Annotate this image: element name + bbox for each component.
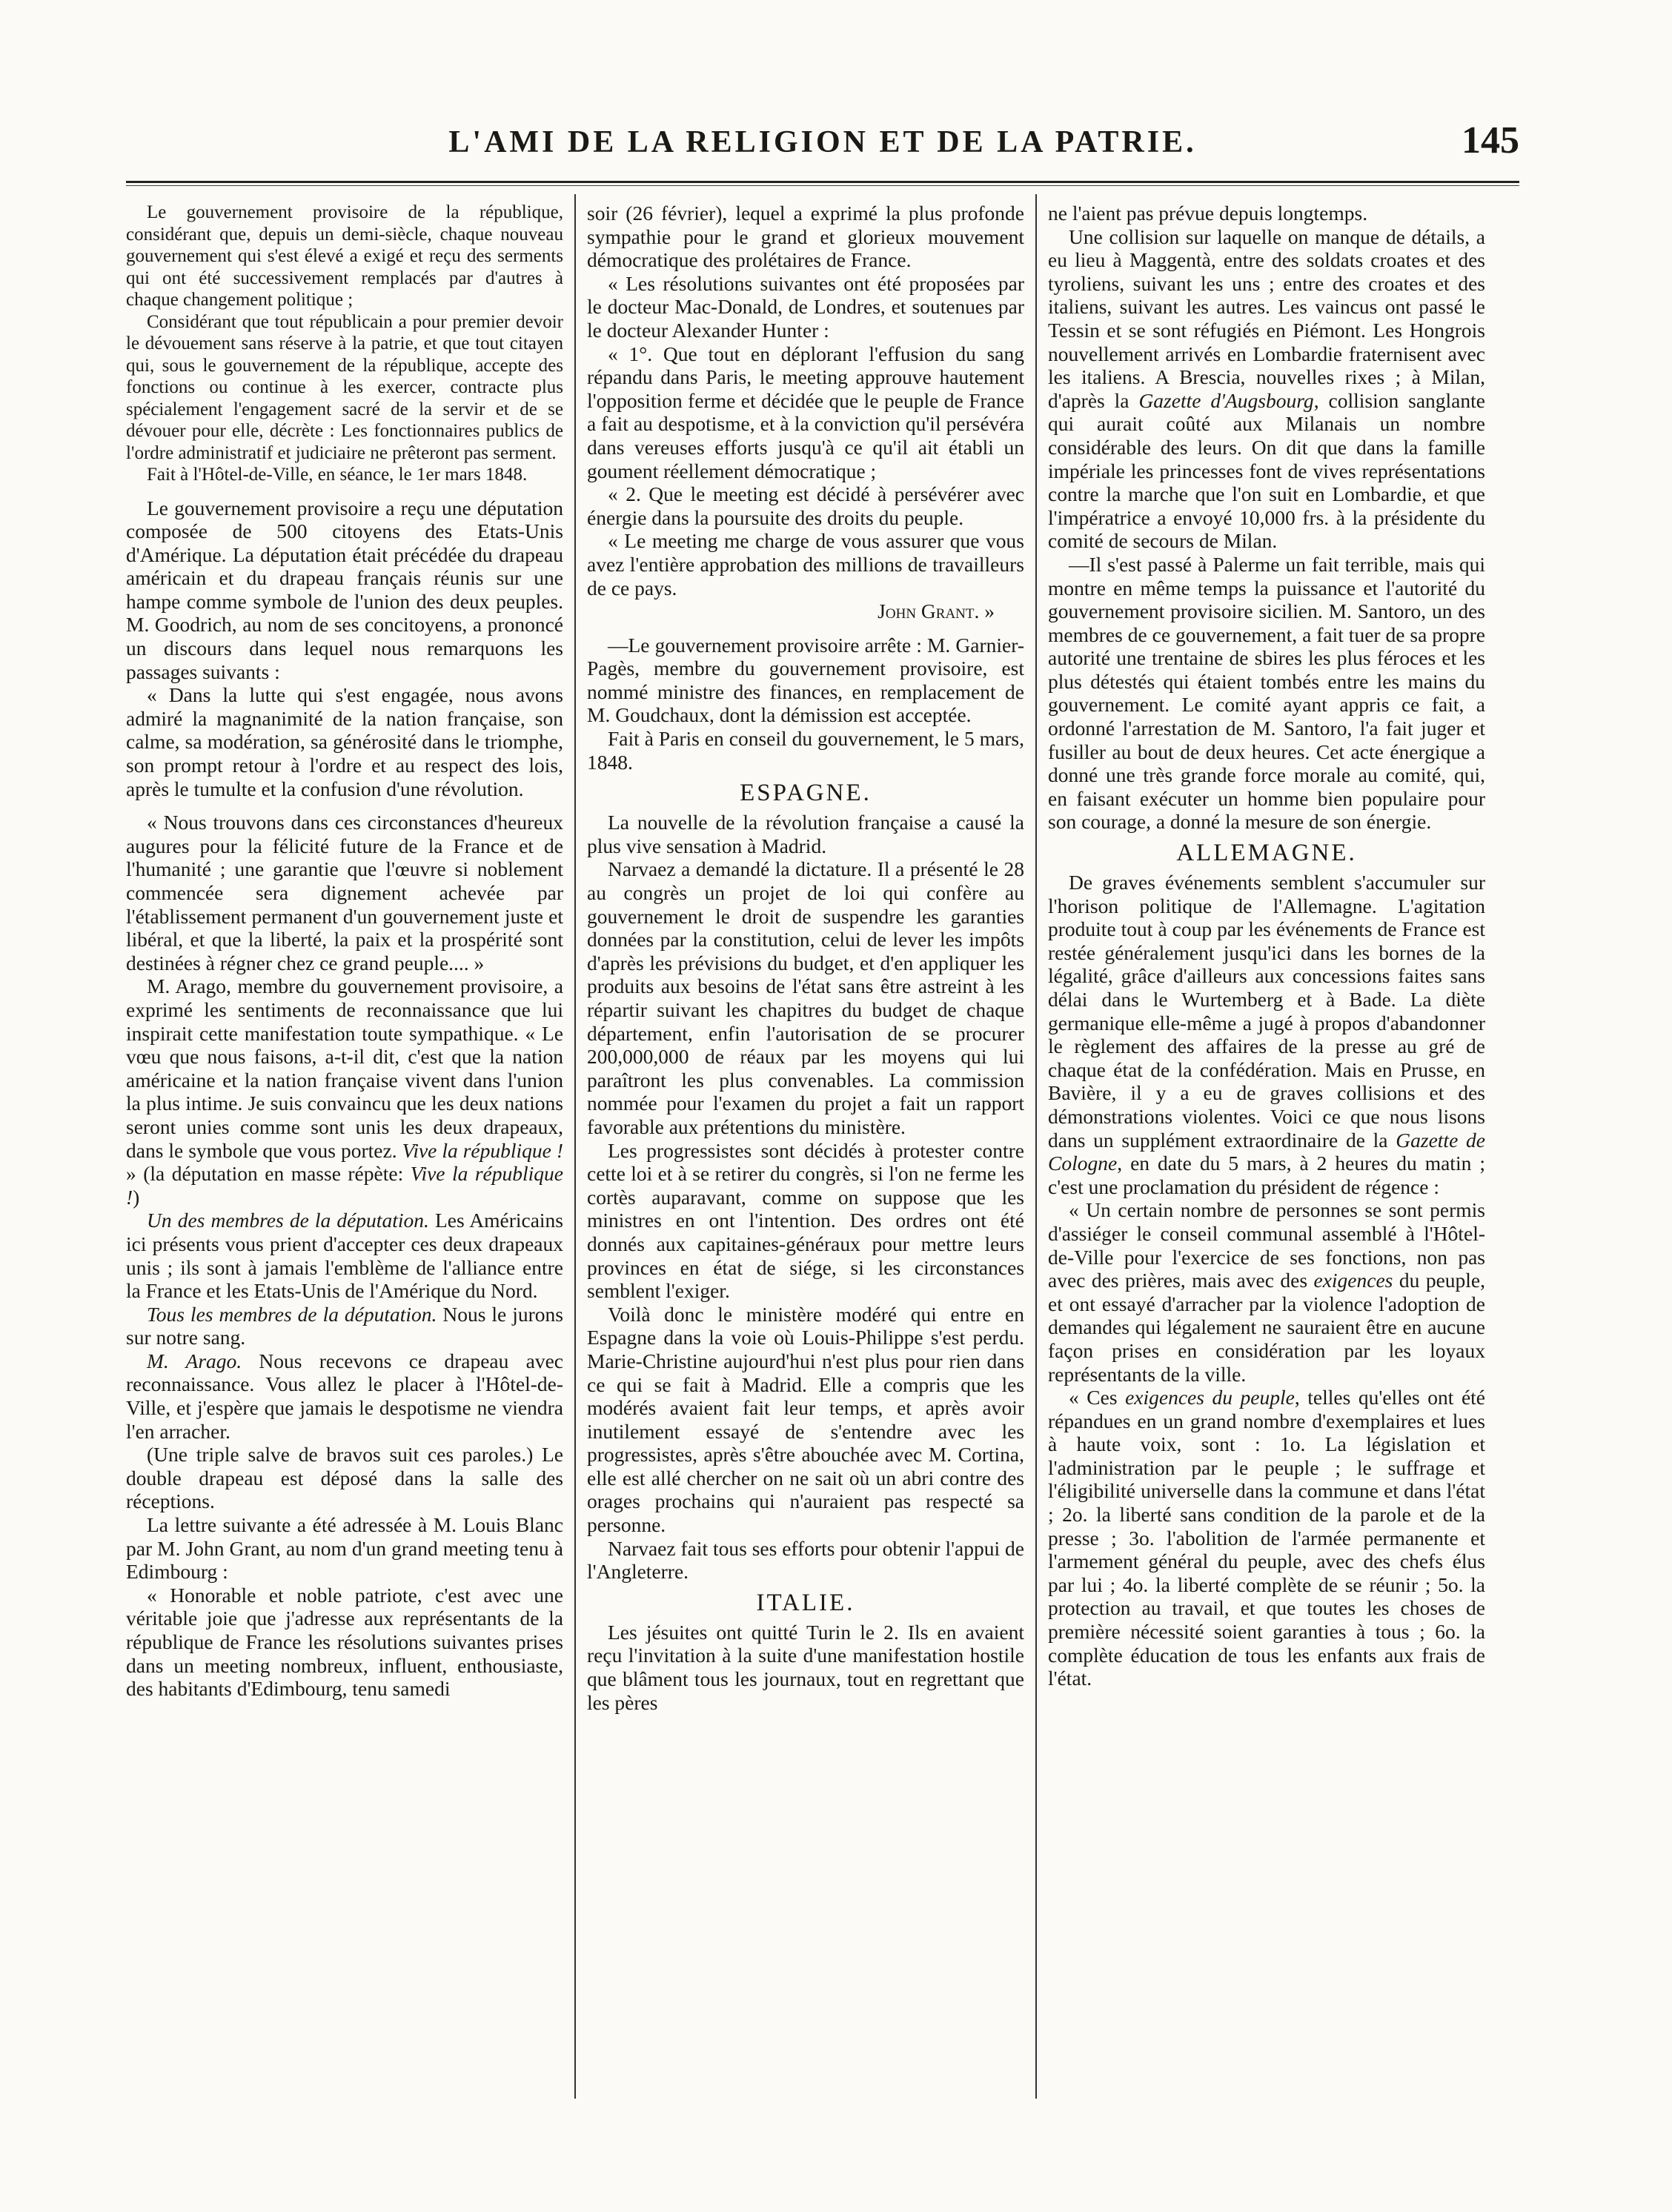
paragraph-arago-flag: M. Arago. Nous recevons ce drapeau avec reconnaissance. Vous allez le placer à l'Hôtel-de-Ville, et j'espère que jamais le despotisme ne viendra l'en arracher. [126,1349,563,1443]
paragraph-espagne-progressistes: Les progressistes sont décidés à protester contre cette loi et à se retirer du congrès, si l'on ne ferme les cortès auparavant, comme on suppose que les ministres en ont l'intention. Des ordres ont été donnés aux capitaines-généraux pour mettre leurs provinces en état de siége, si les circonstances semblent l'exiger. [587,1138,1024,1303]
paragraph-bravos: (Une triple salve de bravos suit ces paroles.) Le double drapeau est déposé dans la salle des réceptions. [126,1443,563,1513]
column-2 [587,202,1024,2158]
paragraph-deputation-member: Un des membres de la députation. Les Américains ici présents vous prient d'accepter ces deux drapeaux unis ; ils sont à jamais l'emblème de l'alliance entre la France et les Etats-Unis de l'Amérique du Nord. [126,1209,563,1303]
column-1 [126,202,563,2158]
page-number: 145 [1462,119,1519,162]
paragraph-allemagne-1: De graves événements semblent s'accumuler sur l'horison politique de l'Allemagne. L'agitation produite tout à coup par les événements de France est restée généralement jusqu'ici dans les bornes de la légalité, grâce d'ailleurs aux concessions faites sans délai dans le Wurtemberg et à Bade. La diète germanique elle-même a jugé à propos d'abandonner le règlement des affaires de la presse au gré de chaque état de la confédération. Mais en Prusse, en Bavière, il y a eu de graves collisions et des démonstrations violentes. Voici ce que nous lisons dans un supplément extraordinaire de la Gazette de Cologne, en date du 5 mars, à 2 heures du matin ; c'est une proclamation du président de régence : [1048,871,1485,1198]
paragraph-proclamation-exigences: « Ces exigences du peuple, telles qu'elles ont été répandues en un grand nombre d'exemplaires et lues à haute voix, sont : 1o. La législation et l'administration par le peuple ; le suffrage et l'éligibilité universelle dans la commune et dans l'état ; 2o. la liberté sans condition de la parole et de la presse ; 3o. l'abolition de l'armée permanente et l'armement général du peuple, avec des chefs élus par lui ; 4o. la liberté complète de se réunir ; 5o. la protection au travail, et que toutes les choses de première nécessité soient garanties à tous ; 6o. la complète éducation de tous les enfants aux frais de l'état. [1048,1386,1485,1690]
paragraph-espagne-angleterre: Narvaez fait tous ses efforts pour obtenir l'appui de l'Angleterre. [587,1536,1024,1584]
page-header [126,119,1519,163]
paragraph-italie-cont: ne l'aient pas prévue depuis longtemps. [1048,202,1368,225]
column-divider [574,194,576,2099]
column-divider [1035,194,1037,2099]
column-3 [1048,202,1485,2158]
decree-considerant-1: Le gouvernement provisoire de la république, considérant que, depuis un demi-siècle, chaque nouveau gouvernement qui s'est élevé a exigé et reçu des serments qui ont été successivement remplacés par d'autres à chaque changement politique ; [126,202,563,310]
paragraph-espagne-ministere: Voilà donc le ministère modéré qui entre en Espagne dans la voie où Louis-Philippe s'est perdu. Marie-Christine aujourd'hui n'est plus pour rien dans ce qui se fait à Madrid. Elle a compris que les modérés avaient fait leur temps, et après avoir inutilement essayé de s'entendre avec les progressistes, après s'être abouchée avec M. Cortina, elle est allé chercher on ne sait où un abri contre des orages prochains qui n'auraient pas respecté sa personne. [587,1302,1024,1537]
quote-goodrich-1: « Dans la lutte qui s'est engagée, nous avons admiré la magnanimité de la nation française, son calme, sa modération, sa générosité dans le triomphe, son prompt retour à l'ordre et au respect des lois, après le tumulte et la confusion d'une révolution. [126,683,563,800]
paragraph-espagne-1: La nouvelle de la révolution française a causé la plus vive sensation à Madrid. [587,811,1024,857]
paragraph-resolutions-intro: « Les résolutions suivantes ont été proposées par le docteur Mac-Donald, de Londres, et soutenues par le docteur Alexander Hunter : [587,271,1024,342]
paragraph-palerme: —Il s'est passé à Palerme un fait terrible, mais qui montre en même temps la puissance et l'autorité du gouvernement provisoire sicilien. M. Santoro, un des membres de ce gouvernement, a fait tuer de sa propre autorité une trentaine de sbires les plus féroces et les plus détestés qui étaient tombés entre les mains du gouvernement. Le comité ayant appris ce fait, a ordonné l'arrestation de M. Santoro, l'a fait juger et fusiller au bout de deux heures. Cet acte énergique a donné une très grande force morale au comité, qui, en faisant exécuter un homme bien populaire pour son courage, a donné la mesure de son énergie. [1048,552,1485,834]
paragraph-deputation-oath: Tous les membres de la députation. Nous le jurons sur notre sang. [126,1302,563,1349]
paragraph-letter-cont: soir (26 février), lequel a exprimé la plus profonde sympathie pour le grand et glorieux mouvement démocratique des prolétaires de France. [587,202,1024,272]
decree-date: Fait à l'Hôtel-de-Ville, en séance, le 1er mars 1848. [147,465,528,485]
paragraph-deputation: Le gouvernement provisoire a reçu une députation composée de 500 citoyens des Etats-Unis d'Amérique. La députation était précédée du drapeau américain et du drapeau français réunis sur une hampe comme symbole de l'union des deux peuples. M. Goodrich, au nom de ses concitoyens, a prononcé un discours dans lequel nous remarquons les passages suivants : [126,496,563,683]
paragraph-paris-date: Fait à Paris en conseil du gouvernement, le 5 mars, 1848. [587,727,1024,774]
quote-goodrich-2: « Nous trouvons dans ces circonstances d'heureux augures pour la félicité future de la France et de l'humanité ; une garantie que l'œuvre si noblement commencée sera dignement achevée par l'établissement permanent d'un gouvernement juste et libéral, et que la liberté, la paix et la prospérité sont destinées à régner chez ce grand peuple.... » [126,811,563,974]
header-rule [126,181,1519,186]
paragraph-garnier-pages: —Le gouvernement provisoire arrête : M. Garnier-Pagès, membre du gouvernement provisoire, est nommé ministre des finances, en remplacement de M. Goudchaux, dont la démission est acceptée. [587,633,1024,727]
paragraph-italie-collision: Une collision sur laquelle on manque de détails, a eu lieu à Maggentà, entre des soldats croates et des tyroliens, suivant les uns ; entre des croates et des italiens, suivant les autres. Les vaincus ont passé le Tessin et se sont réfugiés en Piémont. Les Hongrois nouvellement arrivés en Lombardie fraternisent avec les italiens. A Brescia, nouvelles rixes ; à Milan, d'après la Gazette d'Augsbourg, collision sanglante qui aurait coûté aux Milanais un nombre considérable des leurs. On dit que dans la famille impériale les princesses font de vives représentations contre la marche que l'on suit en Lombardie, et que l'impératrice a envoyé 10,000 frs. à la présidente du comité de secours de Milan. [1048,225,1485,553]
paragraph-italie-jesuites: Les jésuites ont quitté Turin le 2. Ils en avaient reçu l'invitation à la suite d'une manifestation hostile que blâment tous les journaux, tout en regrettant que les pères [587,1620,1024,1714]
paragraph-arago-reply: M. Arago, membre du gouvernement provisoire, a exprimé les sentiments de reconnaissance que lui inspirait cette manifestation toute sympathique. « Le vœu que nous faisons, a-t-il dit, c'est que la nation américaine et la nation française vivent dans l'union la plus intime. Je suis convaincu que les deux nations seront unies comme sont unis les deux drapeaux, dans le symbole que vous portez. Vive la république ! » (la députation en masse répète: Vive la république !) [126,974,563,1209]
paragraph-resolution-1: « 1°. Que tout en déplorant l'effusion du sang répandu dans Paris, le meeting approuve hautement l'opposition ferme et décidée que le peuple de France a fait au despotisme, et à la conviction qu'il persévéra dans vereuses efforts jusqu'à ce qu'il ait établi un goument réellement démocratique ; [587,342,1024,482]
paragraph-meeting-charge: « Le meeting me charge de vous assurer que vous avez l'entière approbation des millions de travailleurs de ce pays. [587,529,1024,600]
signature-john-grant: John Grant. » [878,600,995,623]
paragraph-letter-intro: La lettre suivante a été adressée à M. Louis Blanc par M. John Grant, au nom d'un grand meeting tenu à Edimbourg : [126,1513,563,1584]
running-title: L'AMI DE LA RELIGION ET DE LA PATRIE. [448,125,1197,159]
paragraph-proclamation-1: « Un certain nombre de personnes se sont permis d'assiéger le conseil communal assemblé à l'Hôtel-de-Ville pour l'exercice de ses fonctions, non pas avec des prières, mais avec des exigences du peuple, et ont essayé d'arracher par la violence l'adoption de demandes qui légalement ne sauraient être en aucune façon prises en considération par les loyaux représentants de la ville. [1048,1198,1485,1386]
paragraph-resolution-2: « 2. Que le meeting est décidé à persévérer avec énergie dans la poursuite des droits du peuple. [587,482,1024,529]
paragraph-espagne-narvaez: Narvaez a demandé la dictature. Il a présenté le 28 au congrès un projet de loi qui confère au gouvernement le droit de suspendre les garanties données par la constitution, celui de lever les impôts d'après les prévisions du budget, et d'en appliquer les produits aux besoins de l'état sans être astreint à les répartir suivant les chapitres du budget de chaque département, enfin l'autorisation de se procurer 200,000,000 de réaux par les moyens qui lui paraîtront les plus convenables. La commission nommée pour l'examen du projet a fait un rapport favorable aux prétentions du ministère. [587,857,1024,1138]
section-heading-italie: ITALIE. [756,1589,855,1616]
section-heading-espagne: ESPAGNE. [740,780,872,807]
section-heading-allemagne: ALLEMAGNE. [1176,840,1357,867]
decree-considerant-2: Considérant que tout républicain a pour premier devoir le dévouement sans réserve à la patrie, et que tout citayen qui, sous le gouvernement de la république, accepte des fonctions ou continue à les exercer, contracte plus spécialement l'engagement sacré de la servir et de se dévouer pour elle, décrète : Les fonctionnaires publics de l'ordre administratif et judiciaire ne prêteront pas serment. [126,311,563,463]
paragraph-letter-start: « Honorable et noble patriote, c'est avec une véritable joie que j'adresse aux représentants de la république de France les résolutions suivantes prises dans un meeting nombreux, influent, enthousiaste, des habitants d'Edimbourg, tenu samedi [126,1583,563,1701]
